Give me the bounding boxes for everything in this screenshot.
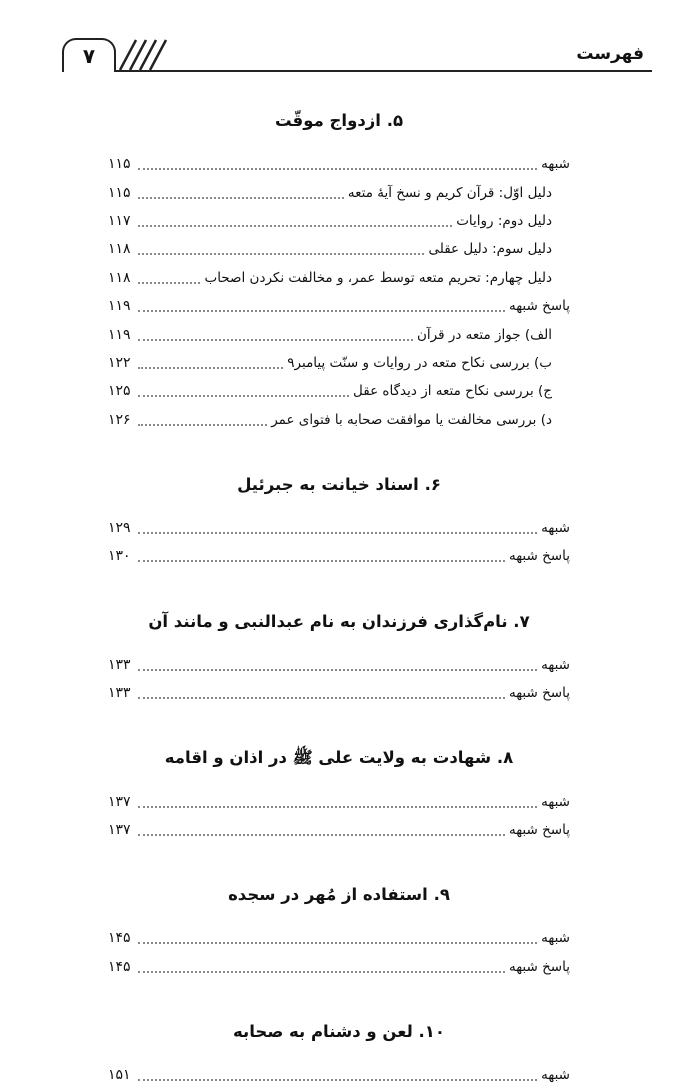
entry-label: الف) جواز متعه در قرآن xyxy=(416,326,552,343)
toc-entry[interactable] xyxy=(108,924,570,952)
entry-label: شبهه xyxy=(541,520,570,537)
dot-leader xyxy=(138,253,424,255)
entry-label: شبهه xyxy=(541,1067,570,1084)
entry-page: ۱۳۳ xyxy=(108,685,131,702)
entry-label: پاسخ شبهه xyxy=(508,685,570,702)
entry-page: ۱۱۵ xyxy=(108,184,131,201)
entry-page: ۱۳۷ xyxy=(108,793,131,810)
running-title: فهرست xyxy=(576,44,644,64)
toc-entry[interactable] xyxy=(108,377,570,405)
toc-entry[interactable] xyxy=(108,264,570,292)
entry-page: ۱۲۶ xyxy=(108,411,131,428)
toc-entry[interactable] xyxy=(108,816,570,844)
toc-entry[interactable] xyxy=(108,787,570,815)
entry-page: ۱۳۳ xyxy=(108,656,131,673)
toc-entry[interactable] xyxy=(108,235,570,263)
toc-entry[interactable] xyxy=(108,679,570,707)
entry-label: ج) بررسی نکاح متعه از دیدگاه عقل xyxy=(353,383,552,400)
section-title: ۶. اسناد خیانت به جبرئیل xyxy=(237,474,441,494)
toc-section xyxy=(108,456,570,571)
toc-entry[interactable] xyxy=(108,150,570,178)
entry-label: شبهه xyxy=(541,656,570,673)
dot-leader xyxy=(138,560,505,562)
entry-page: ۱۳۰ xyxy=(108,548,131,565)
toc-entry[interactable] xyxy=(108,1061,570,1089)
dot-leader xyxy=(138,367,283,369)
entry-label: دلیل دوم: روایات xyxy=(456,212,552,229)
dot-leader xyxy=(138,834,505,836)
page-number-tab xyxy=(62,38,116,72)
toc-entry[interactable] xyxy=(108,320,570,348)
dot-leader xyxy=(138,424,267,426)
dot-leader xyxy=(138,942,537,944)
table-of-contents xyxy=(108,92,570,1089)
dot-leader xyxy=(138,1079,537,1081)
entry-page: ۱۱۷ xyxy=(108,212,131,229)
toc-entry[interactable] xyxy=(108,953,570,981)
decorative-stripes-icon xyxy=(116,38,172,72)
entry-page: ۱۱۵ xyxy=(108,156,131,173)
entry-page: ۱۳۷ xyxy=(108,822,131,839)
entry-page: ۱۴۵ xyxy=(108,930,131,947)
dot-leader xyxy=(138,669,537,671)
section-title: ۱۰. لعن و دشنام به صحابه xyxy=(233,1022,445,1042)
toc-entry[interactable] xyxy=(108,178,570,206)
entry-label: دلیل چهارم: تحریم متعه توسط عمر، و مخالفت نکردن اصحاب xyxy=(204,269,552,286)
dot-leader xyxy=(138,225,452,227)
dot-leader xyxy=(138,532,537,534)
toc-section xyxy=(108,1003,570,1089)
entry-label: پاسخ شبهه xyxy=(508,958,570,975)
toc-entry[interactable] xyxy=(108,349,570,377)
toc-entry[interactable] xyxy=(108,207,570,235)
entry-page: ۱۲۹ xyxy=(108,520,131,537)
section-title: ۵. ازدواج موقّت xyxy=(274,111,404,130)
toc-entry[interactable] xyxy=(108,292,570,320)
dot-leader xyxy=(138,168,537,170)
page-number: ۷ xyxy=(82,44,96,68)
entry-page: ۱۱۸ xyxy=(108,241,131,258)
toc-section xyxy=(108,866,570,981)
toc-section xyxy=(108,92,570,434)
dot-leader xyxy=(138,197,344,199)
entry-label: د) بررسی مخالفت یا موافقت صحابه با فتوای عمر xyxy=(271,411,552,428)
dot-leader xyxy=(138,282,200,284)
entry-label: دلیل اوّل: قرآن کریم و نسخ آیهٔ متعه xyxy=(347,184,552,201)
toc-entry[interactable] xyxy=(108,542,570,570)
entry-page: ۱۴۵ xyxy=(108,958,131,975)
entry-page: ۱۲۵ xyxy=(108,383,131,400)
entry-page: ۱۱۸ xyxy=(108,269,131,286)
section-title: ۷. نام‌گذاری فرزندان به نام عبدالنبی و مانند آن xyxy=(148,611,530,631)
entry-label: پاسخ شبهه xyxy=(508,822,570,839)
entry-label: ب) بررسی نکاح متعه در روایات و سنّت پیامبر۹ xyxy=(287,354,552,371)
entry-label: پاسخ شبهه xyxy=(508,298,570,315)
dot-leader xyxy=(138,971,505,973)
entry-label: پاسخ شبهه xyxy=(508,548,570,565)
entry-label: شبهه xyxy=(541,930,570,947)
toc-entry[interactable] xyxy=(108,514,570,542)
page-header xyxy=(0,0,700,90)
dot-leader xyxy=(138,697,505,699)
section-title: ۹. استفاده از مُهر در سجده xyxy=(228,885,450,905)
entry-page: ۱۲۲ xyxy=(108,354,131,371)
section-title: ۸. شهادت به ولایت علی ﷺ در اذان و اقامه xyxy=(164,748,514,768)
dot-leader xyxy=(138,339,413,341)
toc-section xyxy=(108,729,570,844)
toc-entry[interactable] xyxy=(108,406,570,434)
entry-label: شبهه xyxy=(541,793,570,810)
entry-label: شبهه xyxy=(541,156,570,173)
dot-leader xyxy=(138,310,505,312)
toc-section xyxy=(108,593,570,708)
toc-entry[interactable] xyxy=(108,651,570,679)
dot-leader xyxy=(138,395,349,397)
dot-leader xyxy=(138,806,537,808)
entry-page: ۱۱۹ xyxy=(108,298,131,315)
entry-page: ۱۱۹ xyxy=(108,326,131,343)
entry-label: دلیل سوم: دلیل عقلی xyxy=(428,241,552,258)
entry-page: ۱۵۱ xyxy=(108,1067,131,1084)
